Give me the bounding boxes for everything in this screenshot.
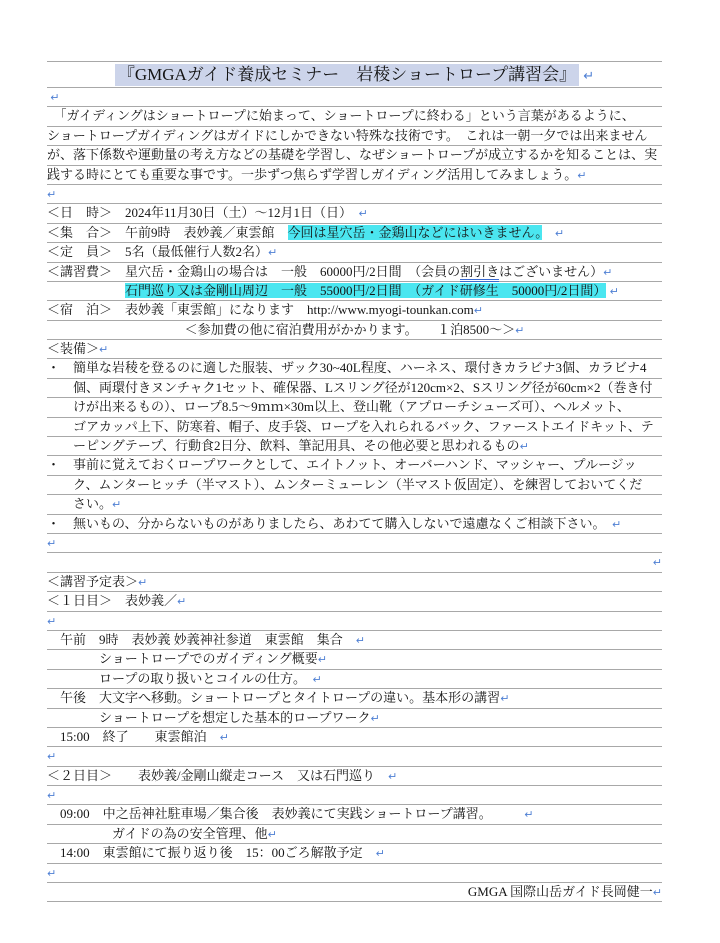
- text-segment: さい。: [47, 496, 113, 512]
- pilcrow-mark-icon: ↵: [577, 168, 587, 182]
- text-segment: 「ガイディングはショートロープに始まって、ショートロープに終わる」という言葉があるように、: [47, 108, 635, 124]
- doc-line: [47, 146, 662, 165]
- doc-line: [47, 243, 662, 262]
- doc-line: [47, 418, 662, 437]
- doc-line: [47, 592, 662, 611]
- text-segment: けが出来るもの）、ロープ8.5～9ｍｍ×30m以上、登山靴（アプローチシューズ可）、ヘルメット、: [47, 399, 630, 415]
- text-segment: ＜日 時＞ 2024年11月30日（土）～12月1日（日）: [47, 205, 359, 221]
- text-segment: ガイドの為の安全管理、他: [47, 825, 268, 841]
- pilcrow-mark-icon: ↵: [387, 769, 398, 783]
- doc-line: [47, 612, 662, 631]
- document-body: [47, 61, 662, 902]
- doc-line: [47, 359, 662, 378]
- doc-line: [47, 844, 662, 863]
- pilcrow-mark-icon: ↵: [138, 575, 148, 589]
- doc-line: [47, 689, 662, 708]
- doc-line: [47, 864, 662, 883]
- text-segment: ＜講習費＞ 星穴岳・金鶏山の場合は 一般 60000円/2日間 （会員の: [47, 263, 461, 279]
- text-segment: [47, 283, 125, 298]
- pilcrow-mark-icon: ↵: [375, 847, 385, 861]
- doc-line: [47, 534, 662, 553]
- pilcrow-mark-icon: ↵: [47, 866, 57, 880]
- pilcrow-mark-icon: ↵: [515, 323, 525, 337]
- text-segment: ＜講習予定表＞: [47, 573, 139, 589]
- doc-line: [47, 495, 662, 514]
- text-segment: ゴアカッパ上下、防寒着、帽子、皮手袋、ロープを入れられるバック、ファーストエイドキット、テ: [47, 418, 654, 434]
- text-segment: 午前 9時 表妙義 妙義神社参道 東雲館 集合: [47, 631, 356, 647]
- doc-line: [47, 805, 662, 824]
- text-segment: [542, 225, 555, 240]
- doc-line: [47, 127, 662, 146]
- doc-line: [47, 263, 662, 282]
- pilcrow-mark-icon: ↵: [47, 750, 57, 764]
- text-segment: ーピングテープ、行動食2日分、飲料、筆記用具、その他必要と思われるもの: [47, 438, 520, 454]
- text-segment: が、落下係数や運動量の考え方などの基礎を学習し、なぜショートロープが成立するかを知ることは、実: [47, 147, 658, 163]
- pilcrow-mark-icon: ↵: [99, 343, 109, 357]
- doc-line: [47, 321, 662, 340]
- doc-line: [47, 670, 662, 689]
- pilcrow-mark-icon: ↵: [652, 886, 662, 900]
- doc-line: [47, 573, 662, 592]
- doc-line: [47, 709, 662, 728]
- pilcrow-mark-icon: ↵: [519, 440, 529, 454]
- doc-line: [47, 88, 662, 107]
- doc-line: [47, 883, 662, 902]
- pilcrow-mark-icon: ↵: [50, 91, 60, 104]
- doc-line: [47, 379, 662, 398]
- text-segment: ク、ムンターヒッチ（半マスト）、ムンターミューレン（半マスト仮固定）、を練習しておいてくだ: [47, 476, 643, 492]
- pilcrow-mark-icon: ↵: [312, 672, 322, 686]
- text-segment: ・ 無いもの、分からないものがありましたら、あわてて購入しないで遠慮なくご相談下さい。: [47, 515, 612, 531]
- text-segment: ＜参加費の他に宿泊費用がかかります。 １泊8500～＞: [184, 321, 516, 337]
- pilcrow-mark-icon: ↵: [112, 498, 122, 512]
- pilcrow-mark-icon: ↵: [603, 265, 613, 279]
- text-segment: ＜装備＞: [47, 341, 100, 357]
- doc-line: [47, 767, 662, 786]
- doc-line: [47, 224, 662, 243]
- text-segment: 践する時にとても重要な事です。一歩ずつ焦らず学習しガイディング活用してみましょう。: [47, 166, 578, 182]
- double-underlined-text: 割引き: [460, 264, 499, 282]
- pilcrow-mark-icon: ↵: [370, 711, 380, 725]
- doc-line: [47, 340, 662, 359]
- pilcrow-mark-icon: ↵: [268, 246, 278, 260]
- pilcrow-mark-icon: ↵: [524, 808, 534, 822]
- doc-line: [47, 185, 662, 204]
- text-segment: ショートロープを想定した基本的ロープワーク: [47, 709, 371, 725]
- pilcrow-mark-icon: ↵: [652, 556, 662, 570]
- doc-line: [47, 398, 662, 417]
- text-segment: 15:00 終了 東雲館泊: [47, 728, 220, 744]
- text-segment: ＜１日目＞ 表妙義／: [47, 593, 178, 609]
- doc-line: [47, 747, 662, 766]
- highlighted-text: 石門巡り又は金剛山周辺 一般 55000円/2日間 （ガイド研修生 50000円/2日間）: [125, 282, 607, 298]
- doc-line: [47, 515, 662, 534]
- text-segment: ＜２日目＞ 表妙義/金剛山縦走コース 又は石門巡り: [47, 767, 388, 783]
- doc-line: [47, 728, 662, 747]
- text-segment: ＜宿 泊＞ 表妙義「東雲館」になります http://www.myogi-tounkan.com: [47, 302, 474, 318]
- pilcrow-mark-icon: ↵: [317, 653, 328, 667]
- text-segment: ＜集 合＞ 午前9時 表妙義／東雲館: [47, 224, 288, 240]
- pilcrow-mark-icon: ↵: [609, 284, 619, 298]
- text-segment: 個、両環付きヌンチャク1セット、確保器、Lスリング径が120cm×2、Sスリング径が60cm×2（巻き付: [47, 379, 653, 395]
- pilcrow-mark-icon: ↵: [47, 536, 57, 550]
- pilcrow-mark-icon: ↵: [267, 827, 277, 841]
- text-segment: 09:00 中之岳神社駐車場／集合後 表妙義にて実践ショートロープ講習。: [47, 806, 525, 822]
- doc-line: [47, 456, 662, 475]
- doc-line: [47, 825, 662, 844]
- text-segment: ショートロープガイディングはガイドにしかできない特殊な技術です。 これは一朝一夕では出来ません: [47, 127, 648, 143]
- doc-line: [47, 301, 662, 320]
- text-segment: ロープの取り扱いとコイルの仕方。: [47, 670, 313, 686]
- text-segment: ＜定 員＞ 5名（最低催行人数2名）: [47, 244, 269, 260]
- doc-line: [47, 204, 662, 223]
- document-title-line: [47, 62, 662, 88]
- pilcrow-mark-icon: ↵: [219, 730, 229, 744]
- text-segment: ・ 事前に覚えておくロープワークとして、エイトノット、オーバーハンド、マッシャー、プルージッ: [47, 457, 637, 473]
- doc-line: [47, 282, 662, 301]
- pilcrow-mark-icon: ↵: [473, 304, 483, 318]
- title-text: 『GMGAガイド養成セミナー 岩稜ショートロープ講習会』: [115, 64, 579, 86]
- highlighted-text: 今回は星穴岳・金鶏山などにはいきません。: [287, 224, 542, 240]
- doc-line: [47, 437, 662, 456]
- text-segment: はございません）: [499, 263, 604, 279]
- doc-line: [47, 650, 662, 669]
- pilcrow-mark-icon: ↵: [358, 207, 368, 221]
- pilcrow-mark-icon: ↵: [47, 789, 57, 803]
- pilcrow-mark-icon: ↵: [47, 187, 57, 201]
- doc-line: [47, 631, 662, 650]
- pilcrow-mark-icon: ↵: [47, 614, 57, 628]
- doc-line: [47, 553, 662, 572]
- text-segment: GMGA 国際山岳ガイド長岡健一: [467, 884, 653, 900]
- doc-line: [47, 107, 662, 126]
- pilcrow-mark-icon: ↵: [177, 595, 187, 609]
- doc-line: [47, 786, 662, 805]
- text-segment: 14:00 東雲館にて振り返り後 15：00ごろ解散予定: [47, 845, 376, 861]
- doc-line: [47, 476, 662, 495]
- pilcrow-mark-icon: ↵: [611, 517, 622, 531]
- text-segment: ・ 簡単な岩稜を登るのに適した服装、ザック30~40L程度、ハーネス、環付きカラビナ3個、カラビナ4: [47, 360, 647, 376]
- doc-line: [47, 166, 662, 185]
- pilcrow-mark-icon: ↵: [554, 226, 565, 240]
- pilcrow-mark-icon: ↵: [579, 69, 595, 84]
- text-segment: ショートロープでのガイディング概要: [47, 651, 318, 667]
- pilcrow-mark-icon: ↵: [355, 633, 365, 647]
- text-segment: 午後 大文字へ移動。ショートロープとタイトロープの違い。基本形の講習: [47, 690, 501, 706]
- pilcrow-mark-icon: ↵: [500, 692, 510, 706]
